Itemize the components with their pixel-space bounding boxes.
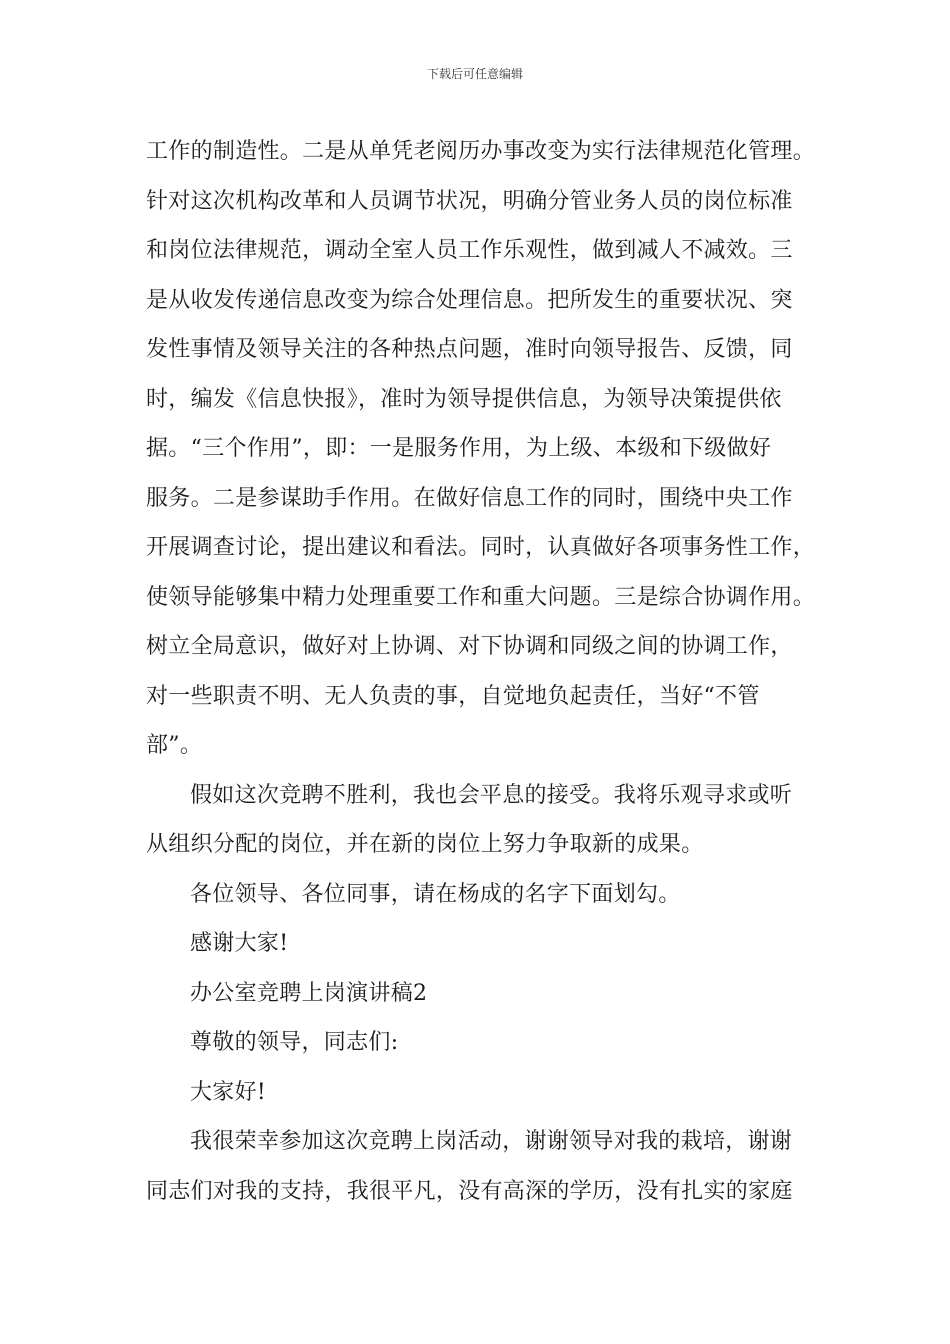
document-body (146, 127, 818, 1216)
page-header: 下载后可任意编辑 (426, 67, 523, 81)
text-line: 部”。 (146, 733, 203, 758)
text-line: 是从收发传递信息改变为综合处理信息。把所发生的重要状况、突 (146, 287, 793, 313)
text-line: 使领导能够集中精力处理重要工作和重大问题。三是综合协调作用。 (146, 584, 816, 610)
salutation-line: 尊敬的领导，同志们: (190, 1030, 399, 1055)
text-line: 发性事情及领导关注的各种热点问题，准时向领导报告、反馈，同 (146, 337, 793, 362)
text-line: 针对这次机构改革和人员调节状况，明确分管业务人员的岗位标准 (146, 188, 793, 214)
text-line: 同志们对我的支持，我很平凡，没有高深的学历，没有扎实的家庭 (146, 1178, 793, 1204)
text-line: 时，编发《信息快报》，准时为领导提供信息，为领导决策提供依 (146, 386, 782, 412)
text-line: 从组织分配的岗位，并在新的岗位上努力争取新的成果。 (146, 832, 704, 857)
paragraph-start-line: 感谢大家! (190, 931, 289, 956)
text-line: 服务。二是参谋助手作用。在做好信息工作的同时，围绕中央工作 (146, 485, 793, 511)
paragraph-start-line: 各位领导、各位同事，请在杨成的名字下面划勾。 (190, 881, 681, 907)
paragraph-start-line: 我很荣幸参加这次竞聘上岗活动，谢谢领导对我的栽培，谢谢 (190, 1129, 793, 1154)
paragraph-start-line: 假如这次竞聘不胜利，我也会平息的接受。我将乐观寻求或听 (190, 782, 793, 808)
text-line: 对一些职责不明、无人负责的事，自觉地负起责任，当好“不管 (146, 683, 760, 709)
section-title: 办公室竞聘上岗演讲稿2 (190, 980, 428, 1006)
text-line: 工作的制造性。二是从单凭老阅历办事改变为实行法律规范化管理。 (146, 139, 816, 164)
greeting-line: 大家好! (190, 1079, 267, 1105)
text-line: 开展调查讨论，提出建议和看法。同时，认真做好各项事务性工作， (146, 535, 816, 560)
text-line: 据。“三个作用”，即：一是服务作用，为上级、本级和下级做好 (146, 436, 772, 461)
text-line: 和岗位法律规范，调动全室人员工作乐观性，做到减人不减效。三 (146, 238, 793, 263)
text-line: 树立全局意识，做好对上协调、对下协调和同级之间的协调工作， (146, 634, 793, 659)
